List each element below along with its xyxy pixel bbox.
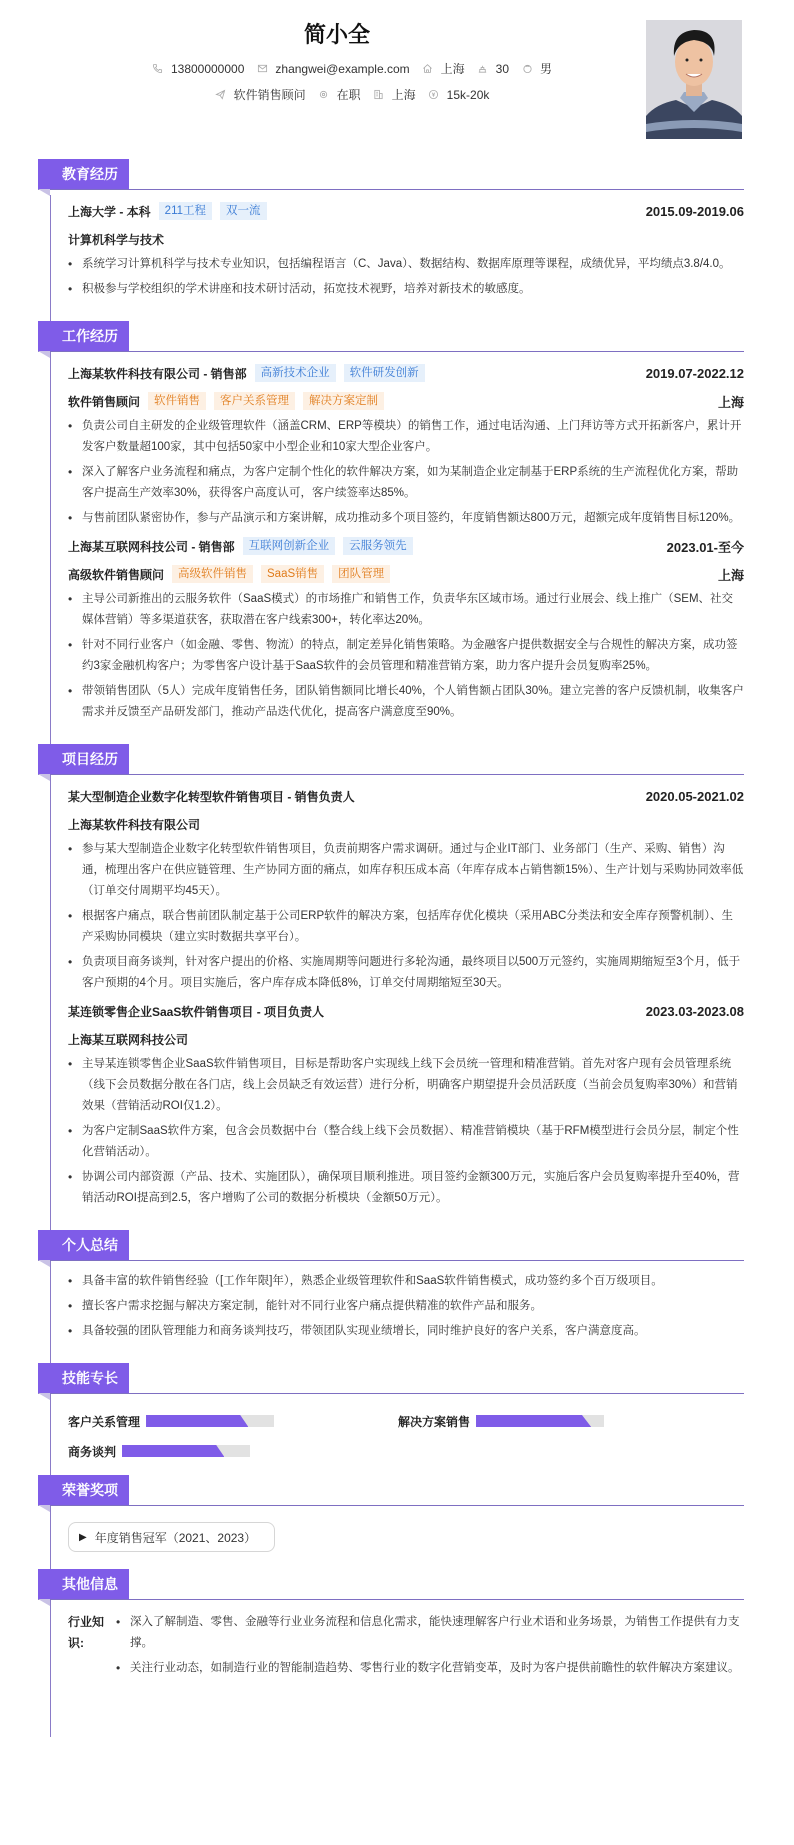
work-bullets bbox=[68, 589, 744, 723]
status-item bbox=[318, 86, 361, 103]
projects-section bbox=[38, 745, 744, 1209]
bullet: • 具备较强的团队管理能力和商务谈判技巧，带领团队实现业绩增长，同时维护良好的客户关系，客户满意度高。 bbox=[68, 1321, 744, 1342]
contact-row-2 bbox=[60, 86, 644, 103]
status-text: 在职 bbox=[336, 88, 361, 102]
skill-item bbox=[68, 1406, 398, 1436]
other-label: 行业知识: bbox=[68, 1615, 105, 1650]
age-item bbox=[477, 62, 509, 76]
avatar bbox=[646, 20, 742, 139]
bullet: • 参与某大型制造企业数字化转型软件销售项目，负责前期客户需求调研。通过与企业IT部门、业务部门（生产、采购、销售）沟通，梳理出客户在供应链管理、生产协同方面的痛点，如库存积压成本高（年库存成本占销售额15%）、生产计划与采购协同效率低（订单交付周期平均45天）。 bbox=[68, 839, 744, 902]
age-text: 30 bbox=[495, 61, 510, 76]
project-name: 某连锁零售企业SaaS软件销售项目 - 项目负责人 bbox=[68, 1004, 325, 1019]
work-location: 上海 bbox=[717, 394, 744, 410]
awards-header bbox=[38, 1476, 744, 1506]
school-name: 上海大学 - 本科 bbox=[68, 204, 151, 219]
skill-name: 客户关系管理 bbox=[68, 1414, 141, 1429]
education-section bbox=[38, 160, 744, 300]
bullet: • 负责公司自主研发的企业级管理软件（涵盖CRM、ERP等模块）的销售工作，通过电话沟通、上门拜访等方式开拓新客户，累计开发客户数量超100家，其中包括50家中小型企业和10家大型企业客户。 bbox=[68, 416, 744, 458]
project-bullets bbox=[68, 839, 744, 994]
project-name: 某大型制造企业数字化转型软件销售项目 - 销售负责人 bbox=[68, 789, 355, 804]
project-entry-header bbox=[68, 998, 744, 1024]
skill-bar bbox=[146, 1415, 274, 1427]
work-entry-header bbox=[68, 533, 744, 559]
school-tag: 双一流 bbox=[220, 202, 267, 220]
section-title: 工作经历 bbox=[38, 321, 129, 351]
role-title: 软件销售顾问 bbox=[68, 394, 141, 409]
education-date: 2015.09-2019.06 bbox=[645, 203, 744, 219]
section-title: 荣誉奖项 bbox=[38, 1475, 129, 1505]
award-text: 年度销售冠军（2021、2023） bbox=[94, 1530, 257, 1545]
bullet: • 关注行业动态，如制造行业的智能制造趋势、零售行业的数字化营销变革，及时为客户提供前瞻性的软件解决方案建议。 bbox=[116, 1658, 744, 1679]
bullet: • 带领销售团队（5人）完成年度销售任务，团队销售额同比增长40%，个人销售额占团队30%。建立完善的客户反馈机制，收集客户需求并反馈至产品研发部门，推动产品迭代优化，提高客户满意度至90%。 bbox=[68, 681, 744, 723]
work-city-text: 上海 bbox=[391, 88, 416, 102]
home-icon bbox=[422, 63, 434, 75]
bullet: • 深入了解客户业务流程和痛点，为客户定制个性化的软件解决方案，如为某制造企业定制基于ERP系统的生产流程优化方案，帮助客户提高生产效率30%，获得客户高度认可，客户续签率达85%。 bbox=[68, 462, 744, 504]
section-title: 技能专长 bbox=[38, 1363, 129, 1393]
section-title: 项目经历 bbox=[38, 744, 129, 774]
skill-level-fill bbox=[122, 1445, 224, 1457]
phone-item bbox=[152, 62, 244, 76]
skill-bar bbox=[122, 1445, 250, 1457]
bullet: • 积极参与学校组织的学术讲座和技术研讨活动，拓宽技术视野，培养对新技术的敏感度。 bbox=[68, 279, 744, 300]
salary-icon bbox=[428, 89, 440, 101]
work-city-item bbox=[373, 86, 416, 103]
role-tag: SaaS销售 bbox=[261, 565, 324, 583]
phone-icon bbox=[152, 63, 164, 75]
section-title: 个人总结 bbox=[38, 1230, 129, 1260]
bullet: • 主导某连锁零售企业SaaS软件销售项目，目标是帮助客户实现线上线下会员统一管理和精准营销。首先对客户现有会员管理系统（线下会员数据分散在各门店，线上会员缺乏有效运营）进行分析，明确客户期望提升会员活跃度（当前会员复购率30%）和营销效果（营销活动ROI仅1.2）。 bbox=[68, 1054, 744, 1117]
company-name: 上海某互联网科技公司 - 销售部 bbox=[68, 539, 235, 554]
status-icon bbox=[318, 89, 330, 101]
bullet: • 主导公司新推出的云服务软件（SaaS模式）的市场推广和销售工作，负责华东区域市场。通过行业展会、线上推广（SEM、社交媒体营销）等多渠道获客，获取潜在客户线索300+，转化率达20%。 bbox=[68, 589, 744, 631]
city-item bbox=[422, 60, 465, 77]
other-section bbox=[38, 1570, 744, 1687]
gender-icon bbox=[521, 63, 533, 75]
company-tag: 软件研发创新 bbox=[344, 364, 425, 382]
bullet: • 与售前团队紧密协作，参与产品演示和方案讲解，成功推动多个项目签约，年度销售额达800万元，超额完成年度销售目标120%。 bbox=[68, 508, 744, 529]
skill-item bbox=[398, 1406, 728, 1436]
resume-header bbox=[0, 0, 794, 160]
gender-item bbox=[521, 60, 552, 77]
role-row bbox=[68, 388, 744, 414]
education-entry-header bbox=[68, 198, 744, 224]
bullet: • 协调公司内部资源（产品、技术、实施团队），确保项目顺利推进。项目签约金额300万元，实施后客户会员复购率提升至40%，营销活动ROI提高到2.5，客户增购了公司的数据分析模块（金额50万元）。 bbox=[68, 1167, 744, 1209]
awards-section bbox=[38, 1476, 744, 1552]
skills-header bbox=[38, 1364, 744, 1394]
candidate-name: 简小全 bbox=[303, 22, 370, 47]
work-date: 2023.01-至今 bbox=[666, 539, 744, 555]
skill-name: 商务谈判 bbox=[68, 1444, 117, 1459]
work-header bbox=[38, 322, 744, 352]
skill-bar bbox=[476, 1415, 604, 1427]
project-bullets bbox=[68, 1054, 744, 1209]
role-tag: 解决方案定制 bbox=[303, 392, 384, 410]
bullet: • 针对不同行业客户（如金融、零售、物流）的特点，制定差异化销售策略。为金融客户提供数据安全与合规性的解决方案，成功签约3家金融机构客户；为零售客户设计基于SaaS软件的会员管理和精准营销方案，助力客户提升会员复购率25%。 bbox=[68, 635, 744, 677]
project-company-row bbox=[68, 1026, 744, 1052]
company-tag: 互联网创新企业 bbox=[243, 537, 336, 555]
projects-header bbox=[38, 745, 744, 775]
company-tag: 云服务领先 bbox=[343, 537, 413, 555]
project-entry-header bbox=[68, 783, 744, 809]
city-text: 上海 bbox=[440, 62, 465, 76]
section-title: 教育经历 bbox=[38, 159, 129, 189]
role-tag: 团队管理 bbox=[332, 565, 390, 583]
other-header bbox=[38, 1570, 744, 1600]
project-company-row bbox=[68, 811, 744, 837]
mail-icon bbox=[256, 63, 268, 75]
skill-item bbox=[68, 1436, 398, 1466]
skill-name: 解决方案销售 bbox=[398, 1414, 471, 1429]
skill-level-fill bbox=[146, 1415, 248, 1427]
bullet: • 根据客户痛点，联合售前团队制定基于公司ERP软件的解决方案，包括库存优化模块（采用ABC分类法和安全库存预警机制）、生产采购协同模块（建立实时数据共享平台）。 bbox=[68, 906, 744, 948]
age-icon bbox=[477, 63, 489, 75]
job-intent-text: 软件销售顾问 bbox=[233, 88, 306, 102]
salary-text: 15k-20k bbox=[446, 87, 490, 102]
work-location: 上海 bbox=[717, 567, 744, 583]
major: 计算机科学与技术 bbox=[68, 232, 165, 247]
skill-level-fill bbox=[476, 1415, 591, 1427]
summary-bullets bbox=[68, 1271, 744, 1342]
role-title: 高级软件销售顾问 bbox=[68, 567, 165, 582]
role-tag: 客户关系管理 bbox=[214, 392, 295, 410]
send-icon bbox=[215, 89, 227, 101]
bullet: • 系统学习计算机科学与技术专业知识，包括编程语言（C、Java）、数据结构、数据库原理等课程，成绩优异，平均绩点3.8/4.0。 bbox=[68, 254, 744, 275]
work-entry-header bbox=[68, 360, 744, 386]
bullet: • 深入了解制造、零售、金融等行业业务流程和信息化需求，能快速理解客户行业术语和业务场景，为销售工作提供有力支撑。 bbox=[116, 1612, 744, 1654]
salary-item bbox=[428, 88, 490, 102]
building-icon bbox=[373, 89, 385, 101]
project-date: 2020.05-2021.02 bbox=[645, 788, 744, 804]
school-tag: 211工程 bbox=[159, 202, 212, 220]
section-title: 其他信息 bbox=[38, 1569, 129, 1599]
work-section bbox=[38, 322, 744, 723]
summary-section bbox=[38, 1231, 744, 1342]
project-date: 2023.03-2023.08 bbox=[645, 1003, 744, 1019]
skills-section bbox=[38, 1364, 744, 1466]
role-tag: 软件销售 bbox=[148, 392, 206, 410]
award-item[interactable] bbox=[68, 1522, 275, 1552]
expand-triangle-icon[interactable]: ▶ bbox=[79, 1531, 87, 1543]
role-tag: 高级软件销售 bbox=[172, 565, 253, 583]
phone-text: 13800000000 bbox=[170, 61, 245, 76]
education-header bbox=[38, 160, 744, 190]
role-row bbox=[68, 561, 744, 587]
skills-list bbox=[68, 1402, 744, 1466]
education-bullets bbox=[68, 254, 744, 300]
project-company: 上海某互联网科技公司 bbox=[68, 1032, 189, 1047]
company-name: 上海某软件科技有限公司 - 销售部 bbox=[68, 366, 247, 381]
work-bullets bbox=[68, 416, 744, 529]
email-text: zhangwei@example.com bbox=[275, 61, 410, 76]
email-item bbox=[256, 62, 409, 76]
other-item bbox=[68, 1608, 744, 1687]
job-intent-item bbox=[215, 86, 306, 103]
major-row bbox=[68, 226, 744, 252]
bullet: • 擅长客户需求挖掘与解决方案定制，能针对不同行业客户痛点提供精准的软件产品和服务。 bbox=[68, 1296, 744, 1317]
gender-text: 男 bbox=[540, 62, 553, 76]
summary-header bbox=[38, 1231, 744, 1261]
company-tag: 高新技术企业 bbox=[255, 364, 336, 382]
contact-row-1 bbox=[60, 60, 644, 77]
other-bullets bbox=[116, 1612, 744, 1683]
work-date: 2019.07-2022.12 bbox=[645, 365, 744, 381]
project-company: 上海某软件科技有限公司 bbox=[68, 817, 201, 832]
bullet: • 为客户定制SaaS软件方案，包含会员数据中台（整合线上线下会员数据）、精准营销模块（基于RFM模型进行会员分层，制定个性化营销活动）。 bbox=[68, 1121, 744, 1163]
bullet: • 具备丰富的软件销售经验（[工作年限]年），熟悉企业级管理软件和SaaS软件销售模式，成功签约多个百万级项目。 bbox=[68, 1271, 744, 1292]
bullet: • 负责项目商务谈判，针对客户提出的价格、实施周期等问题进行多轮沟通，最终项目以500万元签约，实施周期缩短至3个月，低于客户预期的4个月。项目实施后，客户库存成本降低8%，订单交付周期缩短至30天。 bbox=[68, 952, 744, 994]
